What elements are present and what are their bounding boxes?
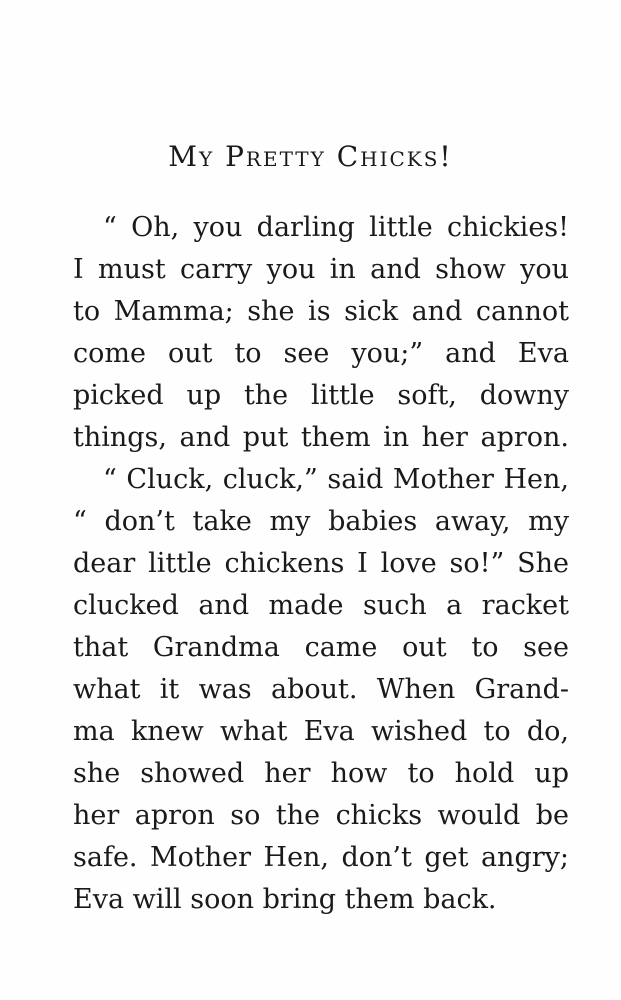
text-line: dear little chickens I love so!” She xyxy=(73,548,569,579)
story-text xyxy=(73,0,569,1000)
text-line: safe. Mother Hen, don’t get angry; xyxy=(73,842,569,873)
text-line: come out to see you;” and Eva xyxy=(73,338,569,369)
text-line: “ don’t take my babies away, my xyxy=(73,506,569,537)
text-line: she showed her how to hold up xyxy=(73,758,569,789)
text-line: clucked and made such a racket xyxy=(73,590,569,621)
text-line: “ Oh, you darling little chickies! xyxy=(103,212,569,243)
text-line: I must carry you in and show you xyxy=(73,254,569,285)
text-line: “ Cluck, cluck,” said Mother Hen, xyxy=(103,464,569,495)
page-title: My Pretty Chicks! xyxy=(168,140,453,173)
text-line: Eva will soon bring them back. xyxy=(73,884,497,915)
text-line: picked up the little soft, downy xyxy=(73,380,569,411)
text-line: to Mamma; she is sick and cannot xyxy=(73,296,569,327)
text-line: things, and put them in her apron. xyxy=(73,422,569,453)
text-line: that Grandma came out to see xyxy=(73,632,569,663)
text-line: ma knew what Eva wished to do, xyxy=(73,716,569,747)
text-line: what it was about. When Grand- xyxy=(73,674,569,705)
text-line: her apron so the chicks would be xyxy=(73,800,569,831)
